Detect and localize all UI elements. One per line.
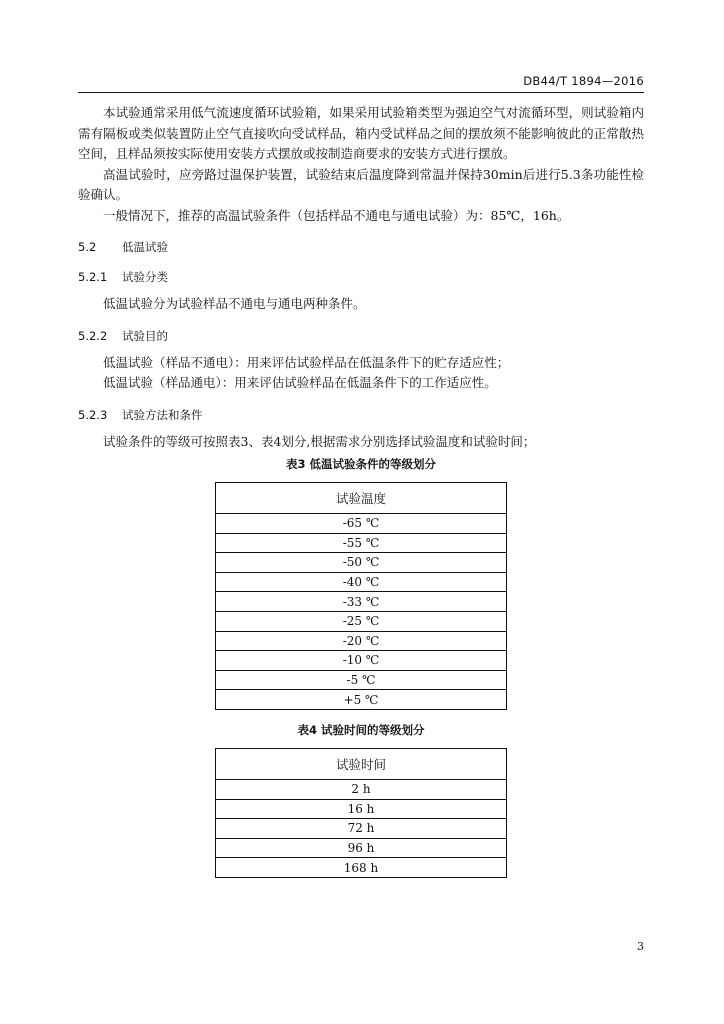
table3-caption: 表3 低温试验条件的等级划分	[285, 457, 436, 471]
table3-cell: -55 ℃	[216, 533, 507, 553]
section-heading-5-2-2	[78, 319, 644, 349]
table3-cell: -65 ℃	[216, 514, 507, 534]
table3-cell: -20 ℃	[216, 631, 507, 651]
section-number: 5.2.1	[78, 270, 108, 284]
paragraph-recommended-conditions: 一般情况下，推荐的高温试验条件（包括样品不通电与通电试验）为：85℃，16h。	[103, 207, 570, 223]
section-heading-5-2-3	[78, 398, 644, 428]
paragraph-test-chamber: 本试验通常采用低气流速度循环试验箱，如果采用试验箱类型为强迫空气对流循环型，则试验箱内需有隔板或类似装置防止空气直接吹向受试样品，箱内受试样品之间的摆放须不能影响彼此的正常散热空间，且样品须按实际使用安装方式摆放或按制造商要求的安装方式进行摆放。	[78, 105, 644, 161]
table4-cell: 16 h	[216, 799, 507, 819]
table3-cell: -40 ℃	[216, 572, 507, 592]
table4-caption: 表4 试验时间的等级划分	[297, 722, 425, 737]
section-title: 试验方法和条件	[122, 407, 203, 422]
table3-cell: -5 ℃	[216, 670, 507, 690]
section-title: 低温试验	[122, 240, 168, 254]
table3-header: 试验温度	[216, 483, 507, 514]
paragraph-high-temp-procedure: 高温试验时，应旁路过温保护装置，试验结束后温度降到常温并保持30min后进行5.3条功能性检验确认。	[78, 166, 644, 202]
table4-cell: 2 h	[216, 779, 507, 799]
table4-header: 试验时间	[216, 748, 507, 779]
table4-cell: 72 h	[216, 819, 507, 839]
table3-cell: +5 ℃	[216, 690, 507, 710]
table4-cell: 96 h	[216, 838, 507, 858]
table3-cell: -10 ℃	[216, 651, 507, 671]
table4-duration-levels	[215, 748, 507, 878]
paragraph-purpose-powered: 低温试验（样品通电）：用来评估试验样品在低温条件下的工作适应性。	[103, 375, 497, 390]
table3-temperature-levels	[215, 482, 507, 710]
paragraph-purpose-unpowered: 低温试验（样品不通电）：用来评估试验样品在低温条件下的贮存适应性；	[103, 354, 510, 370]
section-number: 5.2	[78, 240, 97, 254]
page-content	[78, 103, 644, 878]
document-code: DB44/T 1894—2016	[523, 74, 644, 88]
section-heading-5-2	[78, 230, 644, 260]
page-number: 3	[637, 940, 644, 953]
table4-cell: 168 h	[216, 858, 507, 878]
section-number: 5.2.3	[78, 407, 108, 422]
section-title: 试验分类	[122, 270, 168, 284]
paragraph-method: 试验条件的等级可按照表3、表4划分,根据需求分别选择试验温度和试验时间；	[103, 433, 536, 449]
table3-cell: -50 ℃	[216, 553, 507, 573]
section-number: 5.2.2	[78, 328, 108, 343]
table3-cell: -33 ℃	[216, 592, 507, 612]
header-rule	[78, 92, 644, 93]
paragraph-classification: 低温试验分为试验样品不通电与通电两种条件。	[103, 296, 366, 311]
section-title: 试验目的	[122, 328, 168, 343]
section-heading-5-2-1	[78, 260, 644, 290]
table3-cell: -25 ℃	[216, 611, 507, 631]
